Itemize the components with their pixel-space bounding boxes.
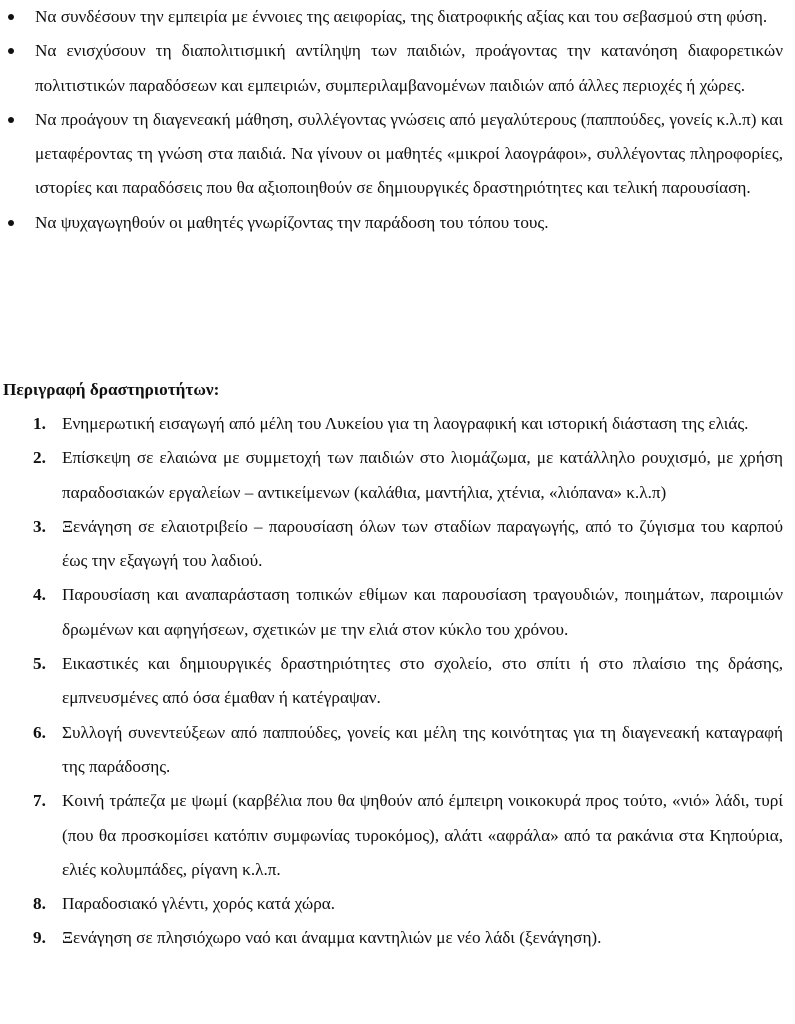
activity-number: 9.	[33, 928, 46, 948]
activity-item	[0, 578, 783, 647]
activity-text: Παραδοσιακό γλέντι, χορός κατά χώρα.	[62, 894, 336, 914]
objective-item	[0, 34, 783, 103]
activity-number: 6.	[33, 722, 46, 742]
objectives-list	[0, 0, 795, 240]
activity-number: 5.	[33, 654, 46, 674]
activity-text: Ξενάγηση σε ελαιοτριβείο – παρουσίαση όλων των σταδίων παραγωγής, από το ζύγισμα του καρπού έως την εξαγωγή του λαδιού.	[62, 516, 783, 571]
activity-number: 1.	[33, 414, 46, 433]
objective-item	[0, 0, 783, 34]
activity-item	[0, 784, 783, 887]
activity-item	[0, 407, 783, 441]
bullet-icon	[8, 220, 14, 226]
activity-item	[0, 510, 783, 579]
activity-text: Συλλογή συνεντεύξεων από παππούδες, γονείς και μέλη της κοινότητας για τη διαγενεακή καταγραφή της παράδοσης.	[62, 722, 783, 776]
bullet-icon	[8, 117, 14, 123]
objective-text: Να ενισχύσουν τη διαπολιτισμική αντίληψη των παιδιών, προάγοντας την κατανόηση διαφορετικών πολιτιστικών παραδόσεων και εμπειριών, συμπεριλαμβανομένων παιδιών από άλλες περιοχές ή χώρες.	[35, 41, 783, 95]
activity-item	[0, 441, 783, 510]
activity-number: 7.	[33, 791, 46, 811]
objective-item	[0, 103, 783, 206]
activities-list	[0, 407, 795, 956]
activity-number: 8.	[33, 894, 46, 914]
activity-text: Ενημερωτική εισαγωγή από μέλη του Λυκείου για τη λαογραφική και ιστορική διάσταση της ελιάς.	[62, 414, 749, 433]
objective-text: Να προάγουν τη διαγενεακή μάθηση, συλλέγοντας γνώσεις από μεγαλύτερους (παππούδες, γονείς κ.λ.π) και μεταφέροντας τη γνώση στα παιδιά. Να γίνουν οι μαθητές «μικροί λαογράφοι», συλλέγοντας πληροφορίες, ιστορίες και παραδόσεις που θα αξιοποιηθούν σε δημιουργικές δραστηριότητες και τελική παρουσίαση.	[35, 109, 783, 198]
activity-text: Κοινή τράπεζα με ψωμί (καρβέλια που θα ψηθούν από έμπειρη νοικοκυρά προς τούτο, «νιό» λάδι, τυρί (που θα προσκομίσει κατόπιν συμφωνίας τυροκόμος), αλάτι «αφράλα» από τα ρακάνια στα Κηπούρια, ελιές κολυμπάδες, ρίγανη κ.λ.π.	[62, 791, 783, 879]
activity-number: 2.	[33, 448, 46, 468]
activity-number: 4.	[33, 585, 46, 605]
activity-text: Παρουσίαση και αναπαράσταση τοπικών εθίμων και παρουσίαση τραγουδιών, ποιημάτων, παροιμιών δρωμένων και αφηγήσεων, σχετικών με την ελιά στον κύκλο του χρόνου.	[62, 585, 783, 639]
activity-text: Ξενάγηση σε πλησιόχωρο ναό και άναμμα καντηλιών με νέο λάδι (ξενάγηση).	[62, 928, 602, 948]
activity-item	[0, 647, 783, 716]
activity-item	[0, 716, 783, 785]
activity-item	[0, 887, 783, 921]
activity-number: 3.	[33, 516, 46, 536]
bullet-icon	[8, 14, 14, 20]
objective-item	[0, 206, 783, 240]
activities-heading: Περιγραφή δραστηριοτήτων:	[3, 380, 220, 399]
objective-text: Να συνδέσουν την εμπειρία με έννοιες της αειφορίας, της διατροφικής αξίας και του σεβασμού στη φύση.	[35, 7, 768, 26]
activity-item	[0, 921, 783, 955]
bullet-icon	[8, 48, 14, 54]
activity-text: Εικαστικές και δημιουργικές δραστηριότητες στο σχολείο, στο σπίτι ή στο πλαίσιο της δράσης, εμπνευσμένες από όσα έμαθαν ή κατέγραψαν.	[62, 654, 783, 708]
activity-text: Επίσκεψη σε ελαιώνα με συμμετοχή των παιδιών στο λιομάζωμα, με κατάλληλο ρουχισμό, με χρήση παραδοσιακών εργαλείων – αντικείμενων (καλάθια, μαντήλια, χτένια, «λιόπανα» κ.λ.π)	[62, 448, 783, 502]
objective-text: Να ψυχαγωγηθούν οι μαθητές γνωρίζοντας την παράδοση του τόπου τους.	[35, 212, 549, 232]
